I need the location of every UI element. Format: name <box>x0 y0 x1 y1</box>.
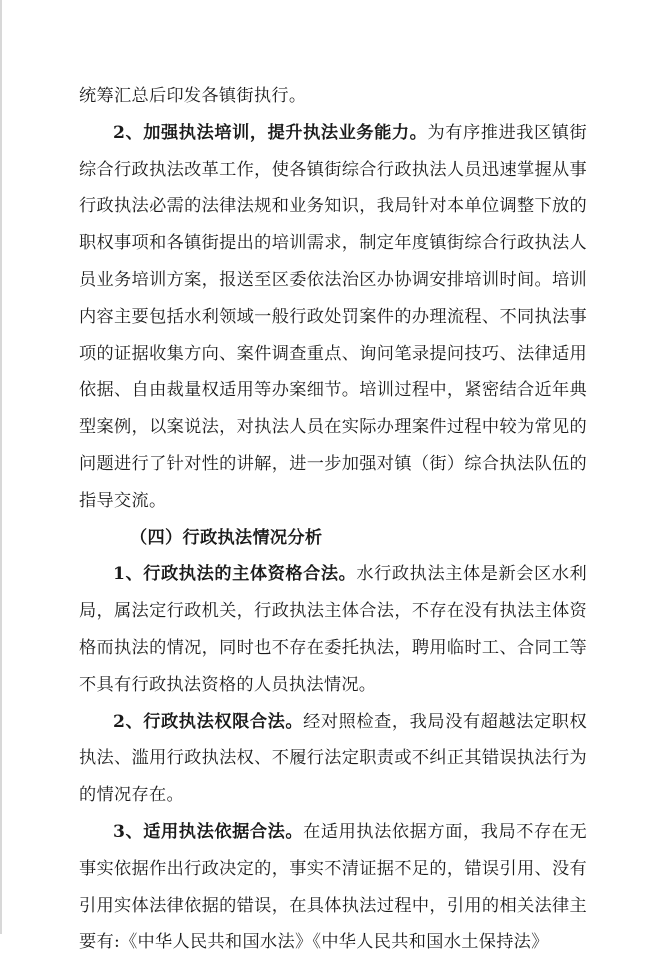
paragraph-training <box>79 115 587 520</box>
paragraph-lead: 3、适用执法依据合法。 <box>113 821 304 842</box>
paragraph-text: 在适用执法依据方面，我局不存在无事实依据作出行政决定的，事实不清证据不足的，错误引用、没有引用实体法律依据的错误，在具体执法过程中，引用的相关法律主要有:《中华人民共和国水法》《中华人民共和国水土保持法》 <box>79 821 587 953</box>
paragraph-text: 水行政执法主体是新会区水利局，属法定行政机关，行政执法主体合法，不存在没有执法主体资格而执法的情况，同时也不存在委托执法，聘用临时工、合同工等不具有行政执法资格的人员执法情况。 <box>79 564 587 695</box>
paragraph-legal-basis <box>79 814 587 961</box>
paragraph-lead: 1、行政执法的主体资格合法。 <box>113 564 357 585</box>
paragraph-lead: 2、加强执法培训，提升执法业务能力。 <box>113 122 428 143</box>
section-heading: （四）行政执法情况分析 <box>130 527 323 548</box>
paragraph-subject-qualification <box>79 556 587 703</box>
document-body <box>79 78 587 961</box>
paragraph-authority <box>79 704 587 814</box>
paragraph-lead: 2、行政执法权限合法。 <box>113 711 304 732</box>
page-edge <box>0 0 2 934</box>
paragraph-text: 经对照检查，我局没有超越法定职权执法、滥用行政执法权、不履行法定职责或不纠正其错误执法行为的情况存在。 <box>79 711 587 806</box>
paragraph-continuation <box>79 78 587 115</box>
paragraph-text: 统筹汇总后印发各镇街执行。 <box>79 86 307 106</box>
paragraph-text: 为有序推进我区镇街综合行政执法改革工作，使各镇街综合行政执法人员迅速掌握从事行政执法必需的法律法规和业务知识，我局针对本单位调整下放的职权事项和各镇街提出的培训需求，制定年度镇街综合行政执法人员业务培训方案，报送至区委依法治区办协调安排培训时间。培训内容主要包括水利领域一般行政处罚案件的办理流程、不同执法事项的证据收集方向、案件调查重点、询问笔录提问技巧、法律适用依据、自由裁量权适用等办案细节。培训过程中，紧密结合近年典型案例，以案说法，对执法人员在实际办理案件过程中较为常见的问题进行了针对性的讲解，进一步加强对镇（街）综合执法队伍的指导交流。 <box>79 122 587 511</box>
